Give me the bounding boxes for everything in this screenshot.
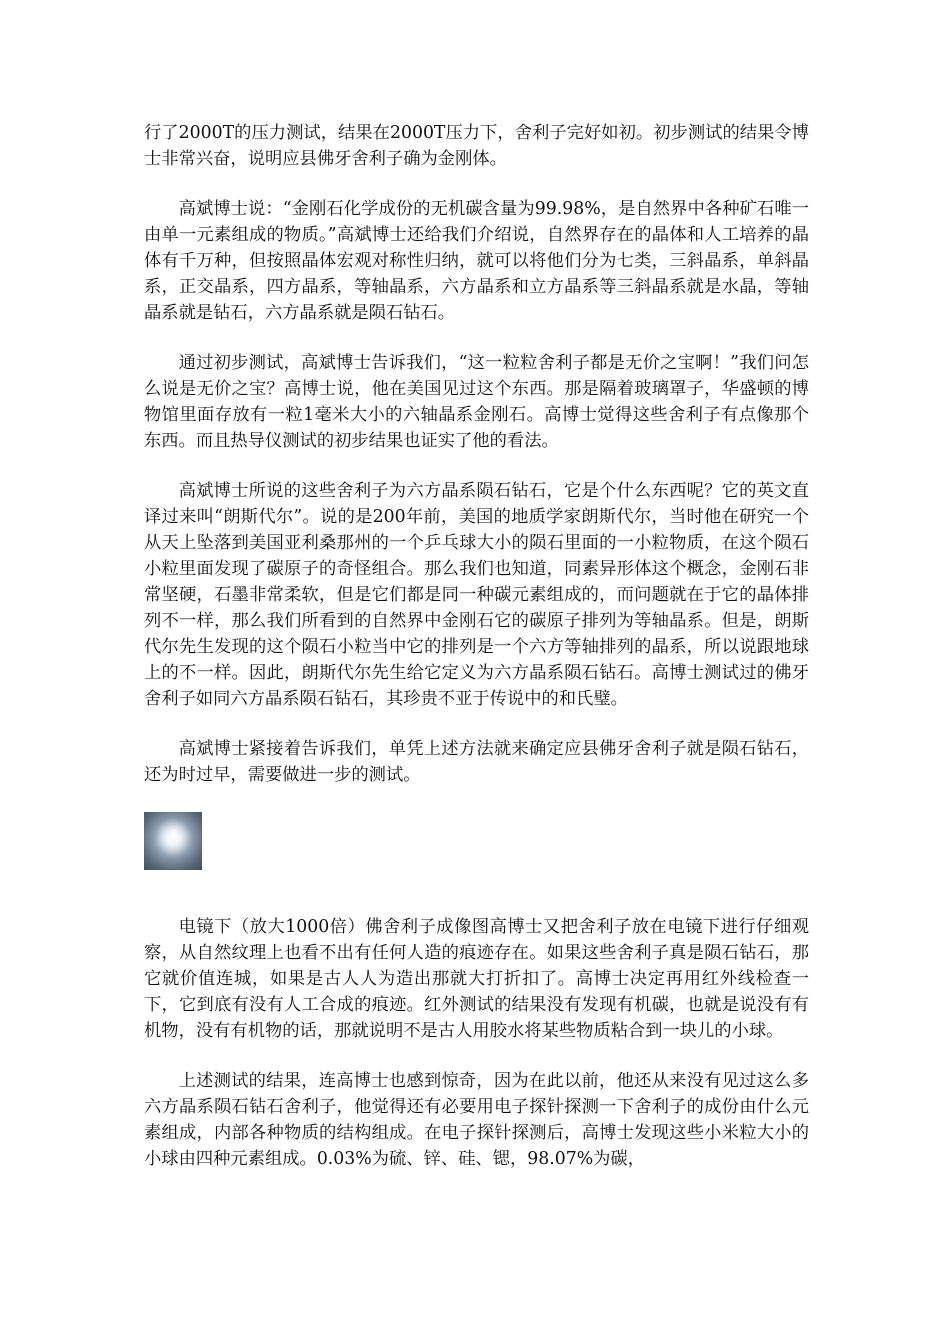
paragraph-5: 高斌博士紧接着告诉我们，单凭上述方法就来确定应县佛牙舍利子就是陨石钻石，还为时过早，需要做进一步的测试。 [144, 739, 809, 785]
paragraph-1: 行了2000T的压力测试，结果在2000T压力下，舍利子完好如初。初步测试的结果令博士非常兴奋，说明应县佛牙舍利子确为金刚体。 [144, 123, 809, 169]
paragraph-3: 通过初步测试，高斌博士告诉我们，“这一粒粒舍利子都是无价之宝啊！”我们问怎么说是无价之宝？高博士说，他在美国见过这个东西。那是隔着玻璃罩子，华盛顿的博物馆里面存放有一粒1毫米大小的六轴晶系金刚石。高博士觉得这些舍利子有点像那个东西。而且热导仪测试的初步结果也证实了他的看法。 [144, 353, 809, 451]
paragraph-4: 高斌博士所说的这些舍利子为六方晶系陨石钻石，它是个什么东西呢？它的英文直译过来叫“朗斯代尔”。说的是200年前，美国的地质学家朗斯代尔，当时他在研究一个从天上坠落到美国亚利桑那州的一个乒乓球大小的陨石里面的一小粒物质，在这个陨石小粒里面发现了碳原子的奇怪组合。那么我们也知道，同素异形体这个概念，金刚石非常坚硬，石墨非常柔软，但是它们都是同一种碳元素组成的，而问题就在于它的晶体排列不一样，那么我们所看到的自然界中金刚石它的碳原子排列为等轴晶系。但是，朗斯代尔先生发现的这个陨石小粒当中它的排列是一个六方等轴排列的晶系，所以说跟地球上的不一样。因此，朗斯代尔先生给它定义为六方晶系陨石钻石。高博士测试过的佛牙舍利子如同六方晶系陨石钻石，其珍贵不亚于传说中的和氏璧。 [144, 481, 809, 709]
paragraph-6: 电镜下（放大1000倍）佛舍利子成像图高博士又把舍利子放在电镜下进行仔细观察，从自然纹理上也看不出有任何人造的痕迹存在。如果这些舍利子真是陨石钻石，那它就价值连城，如果是古人人为造出那就大打折扣了。高博士决定再用红外线检查一下，它到底有没有人工合成的痕迹。红外测试的结果没有发现有机碳，也就是说没有有机物，没有有机物的话，那就说明不是古人用胶水将某些物质粘合到一块儿的小球。 [144, 917, 809, 1041]
paragraph-7: 上述测试的结果，连高博士也感到惊奇，因为在此以前，他还从来没有见过这么多六方晶系陨石钻石舍利子，他觉得还有必要用电子探针探测一下舍利子的成份由什么元素组成，内部各种物质的结构组成。在电子探针探测后，高博士发现这些小米粒大小的小球由四种元素组成。0.03%为硫、锌、硅、锶，98.07%为碳， [144, 1071, 809, 1169]
paragraph-2: 高斌博士说：“金刚石化学成份的无机碳含量为99.98%，是自然界中各种矿石唯一由单一元素组成的物质。”高斌博士还给我们介绍说，自然界存在的晶体和人工培养的晶体有千万种，但按照晶体宏观对称性归纳，就可以将他们分为七类，三斜晶系，单斜晶系，正交晶系，四方晶系，等轴晶系，六方晶系和立方晶系等三斜晶系就是水晶，等轴晶系就是钻石，六方晶系就是陨石钻石。 [144, 199, 809, 323]
electron-microscope-image [144, 812, 202, 870]
image-bright-spot [168, 829, 179, 844]
document-body [144, 120, 809, 1196]
